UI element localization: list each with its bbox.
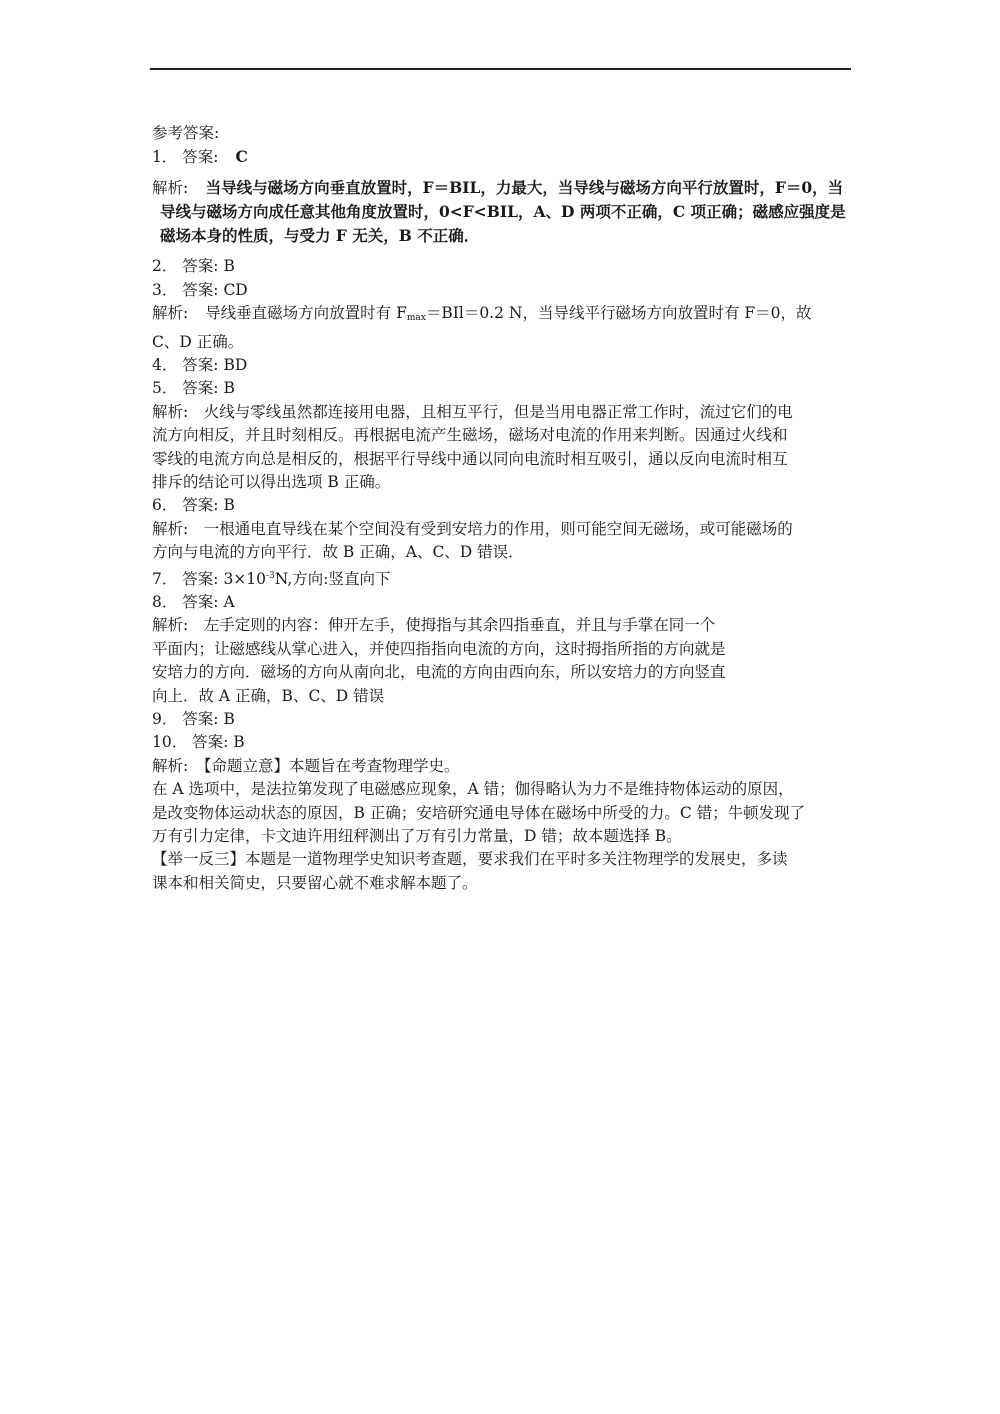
q7-answer-prefix: 7． 答案: 3×10 [152, 569, 267, 588]
q6-analysis-line: 解析: 一根通电直导线在某个空间没有受到安培力的作用，则可能空间无磁场，或可能磁场的 [152, 519, 793, 538]
q8-analysis-line: 平面内；让磁感线从掌心进入，并使四指指向电流的方向，这时拇指所指的方向就是 [152, 639, 726, 658]
q10-answer: 10． 答案: B [152, 733, 245, 752]
q4-answer: 4． 答案: BD [152, 355, 248, 374]
q1-analysis-label: 解析: [152, 178, 189, 197]
q5-answer: 5． 答案: B [152, 379, 235, 398]
q2-answer: 2． 答案: B [152, 257, 235, 276]
q3-analysis-part1: 导线垂直磁场方向放置时有 F [205, 304, 407, 323]
q7-answer [152, 565, 852, 591]
q10-analysis-line: 在 A 选项中，是法拉第发现了电磁感应现象，A 错；伽得略认为力不是维持物体运动的原因， [152, 780, 794, 799]
q6-analysis-line: 方向与电流的方向平行．故 B 正确，A、C、D 错误． [152, 543, 524, 562]
q5-analysis-line: 流方向相反，并且时刻相反。再根据电流产生磁场，磁场对电流的作用来判断。因通过火线和 [152, 426, 788, 445]
q10-analysis-line: 解析: 【命题立意】本题旨在考查物理学史。 [152, 756, 460, 775]
q1-analysis-text: 当导线与磁场方向垂直放置时，F＝BIL，力最大，当导线与磁场方向平行放置时，F＝0，当导线与磁场方向成任意其他角度放置时，0<F<BIL，A、D 两项不正确，C 项正确；磁感应强度是磁场本身的性质，与受力 F 无关，B 不正确． [160, 177, 846, 245]
q3-analysis-subscript: max [406, 313, 426, 324]
q10-analysis-line: 万有引力定律，卡文迪许用纽秤测出了万有引力常量，D 错；故本题选择 B。 [152, 827, 682, 846]
q9-answer: 9． 答案: B [152, 710, 235, 729]
q1-answer [152, 145, 852, 169]
q6-answer: 6． 答案: B [152, 496, 235, 515]
q1-answer-value: C [235, 147, 248, 167]
q8-analysis-line: 安培力的方向．磁场的方向从南向北，电流的方向由西向东，所以安培力的方向竖直 [152, 663, 726, 682]
q5-analysis-line: 解析: 火线与零线虽然都连接用电器，且相互平行，但是当用电器正常工作时，流过它们的电 [152, 402, 793, 421]
q1-answer-prefix: 1． 答案: [152, 148, 219, 167]
q3-analysis-part2: ＝BIl＝0.2 N，当导线平行磁场方向放置时有 F＝0，故 [425, 304, 812, 323]
q3-answer: 3． 答案: CD [152, 280, 248, 299]
q3-analysis-line2: C、D 正确。 [152, 332, 244, 351]
heading: 参考答案: [152, 124, 220, 142]
q8-analysis-line: 解析: 左手定则的内容：伸开左手，使拇指与其余四指垂直，并且与手掌在同一个 [152, 616, 716, 635]
q8-analysis-line: 向上．故 A 正确，B、C、D 错误 [152, 686, 385, 705]
q5-analysis-line: 零线的电流方向总是相反的，根据平行导线中通以同向电流时相互吸引，通以反向电流时相互 [152, 449, 788, 468]
q7-answer-exponent: -3 [266, 570, 275, 581]
q10-analysis-line: 课本和相关简史，只要留心就不难求解本题了。 [152, 873, 478, 892]
q1-analysis [152, 176, 852, 248]
header-rule [150, 68, 851, 70]
q5-analysis-line: 排斥的结论可以得出选项 B 正确。 [152, 472, 391, 491]
q8-answer: 8． 答案: A [152, 593, 235, 611]
q10-analysis-line: 【举一反三】本题是一道物理学史知识考查题，要求我们在平时多关注物理学的发展史，多读 [152, 850, 788, 869]
q3-analysis [152, 302, 852, 330]
q10-analysis-line: 是改变物体运动状态的原因，B 正确；安培研究通电导体在磁场中所受的力。C 错；牛顿发现了 [152, 803, 806, 822]
q7-answer-suffix: N,方向:竖直向下 [274, 569, 391, 588]
q3-analysis-label: 解析: [152, 304, 189, 323]
answer-key [152, 122, 852, 895]
